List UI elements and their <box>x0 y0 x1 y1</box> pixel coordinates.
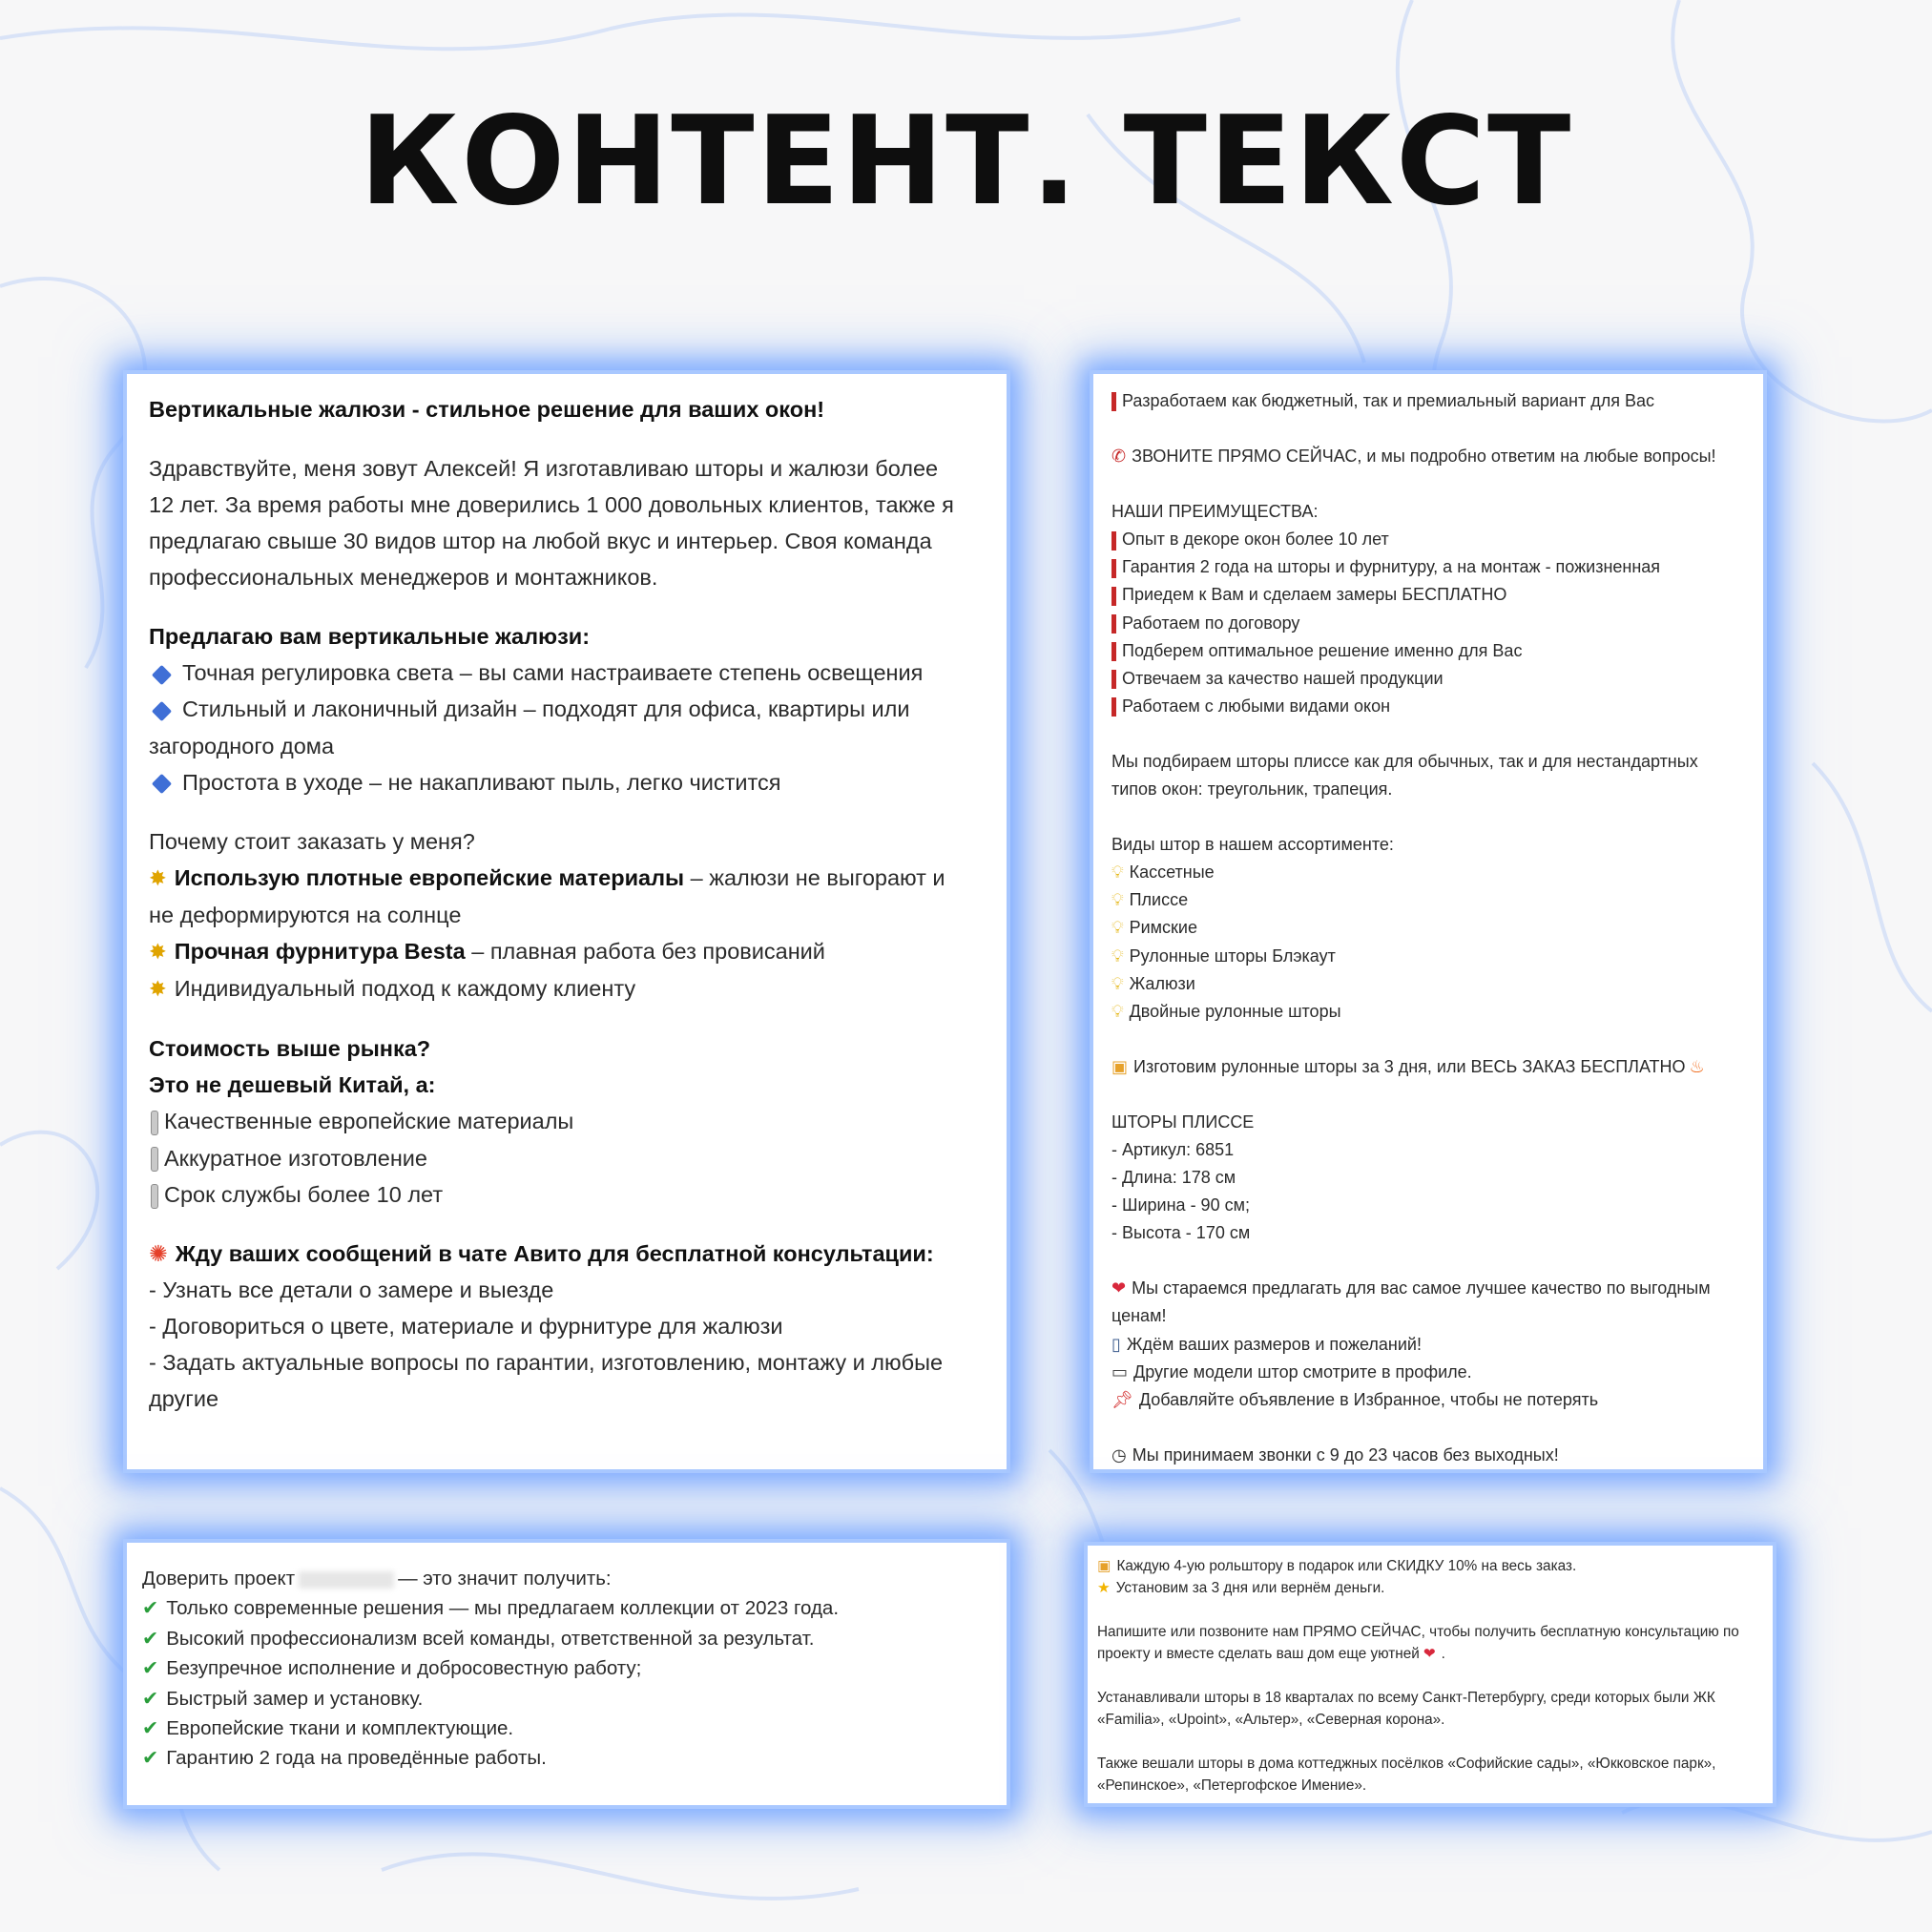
card2-adv-heading: НАШИ ПРЕИМУЩЕСТВА: <box>1111 502 1319 522</box>
sparkle-icon: ✸ <box>149 977 167 1002</box>
card2-plisse-line: Мы подбираем шторы плиссе как для обычных, так и для нестандартных <box>1111 751 1698 771</box>
list-item-bold: Использую плотные европейские материалы <box>174 864 685 890</box>
list-item: - Длина: 178 см <box>1111 1168 1236 1188</box>
line-text: ЗВОНИТЕ ПРЯМО СЕЙЧАС, и мы подробно ответим на любые вопросы! <box>1132 447 1716 467</box>
card2-wait-line: ▯ Ждём ваших размеров и пожеланий! <box>1111 1331 1746 1359</box>
list-item: Гарантия 2 года на шторы и фурнитуру, а на монтаж - пожизненная <box>1111 553 1746 581</box>
lightbulb-icon: 💡︎ <box>1111 945 1124 966</box>
gift-icon: ▣ <box>1111 1056 1129 1076</box>
card1-why-heading: Почему стоит заказать у меня? <box>149 828 475 854</box>
check-mark-icon: ✔ <box>142 1687 159 1710</box>
list-item: Работаем с любыми видами окон <box>1111 693 1746 720</box>
card4-cottage-line: «Репинское», «Петергофское Имение». <box>1097 1777 1367 1794</box>
list-item <box>149 1176 987 1213</box>
listing-text-card-shades <box>1093 374 1763 1469</box>
check-mark-icon: ✔ <box>142 1597 159 1620</box>
star-icon: ★ <box>1097 1580 1111 1596</box>
mobile-phone-icon: ▯ <box>1111 1334 1121 1354</box>
card2-favorite-line: 📌︎ Добавляйте объявление в Избранное, чтобы не потерять <box>1111 1386 1746 1414</box>
red-exclamation-icon <box>1111 697 1116 717</box>
card2-profile-line: ▭ Другие модели штор смотрите в профиле. <box>1111 1359 1746 1386</box>
card1-intro-line: предлагаю свыше 30 видов штор на любой вкус и интерьер. Своя команда <box>149 529 932 554</box>
card1-price-heading: Стоимость выше рынка? <box>149 1036 431 1062</box>
redacted-name <box>299 1571 394 1589</box>
red-exclamation-icon <box>1111 531 1116 551</box>
red-exclamation-icon <box>1111 670 1116 689</box>
check-mark-icon: ✔ <box>142 1657 159 1680</box>
list-item: не деформируются на солнце <box>149 902 462 927</box>
list-item: Подберем оптимальное решение именно для Вас <box>1111 637 1746 665</box>
blue-diamond-icon <box>152 701 172 721</box>
card1-heading: Вертикальные жалюзи - стильное решение для ваших окон! <box>149 397 825 422</box>
laptop-icon: ▭ <box>1111 1361 1129 1381</box>
card1-price-subheading: Это не дешевый Китай, а: <box>149 1072 436 1098</box>
card1-intro-line: профессиональных менеджеров и монтажников. <box>149 565 658 591</box>
list-item: ✔ Европейские ткани и комплектующие. <box>142 1717 514 1740</box>
card4-gift-line: ▣ Каждую 4-ую рольштору в подарок или СКИДКУ 10% на весь заказ. <box>1097 1555 1761 1577</box>
card1-intro-line: 12 лет. За время работы мне доверились 1 000 довольных клиентов, также я <box>149 491 954 517</box>
stopwatch-icon: ◷ <box>1111 1444 1127 1465</box>
list-item-text: Аккуратное изготовление <box>164 1145 427 1171</box>
sparkle-icon: ✸ <box>149 865 167 890</box>
red-exclamation-icon <box>1111 559 1116 578</box>
list-item: 💡︎ Кассетные <box>1111 859 1746 886</box>
exclamation-icon <box>151 1184 158 1209</box>
check-mark-icon: ✔ <box>142 1747 159 1770</box>
list-item-text: – жалюзи не выгорают и <box>684 864 945 890</box>
listing-text-card-blinds <box>127 374 1007 1469</box>
list-item: ✔ Гарантию 2 года на проведённые работы. <box>142 1747 547 1770</box>
list-item: - Ширина - 90 см; <box>1111 1195 1250 1215</box>
list-item <box>149 860 987 897</box>
list-item-text: Качественные европейские материалы <box>164 1109 574 1134</box>
list-item-bold: Прочная фурнитура Besta <box>174 939 466 965</box>
list-item <box>149 764 987 800</box>
list-item: - Договориться о цвете, материале и фурнитуре для жалюзи <box>149 1313 783 1339</box>
check-mark-icon: ✔ <box>142 1717 159 1740</box>
list-item: ✔ Только современные решения — мы предлагаем коллекции от 2023 года. <box>142 1597 840 1620</box>
blue-diamond-icon <box>152 774 172 794</box>
card2-quality-line: ❤ Мы стараемся предлагать для вас самое лучшее качество по выгодным <box>1111 1275 1746 1302</box>
lightbulb-icon: 💡︎ <box>1111 890 1124 910</box>
list-item: Приедем к Вам и сделаем замеры БЕСПЛАТНО <box>1111 581 1746 609</box>
check-mark-icon: ✔ <box>142 1627 159 1650</box>
card2-call-line <box>1111 443 1746 470</box>
list-item: Отвечаем за качество нашей продукции <box>1111 665 1746 693</box>
list-item: - Высота - 170 см <box>1111 1223 1251 1243</box>
card4-call-line: проекту и вместе сделать ваш дом еще уютней ❤ . <box>1097 1643 1761 1665</box>
list-item: другие <box>149 1386 219 1412</box>
listing-text-card-project <box>127 1543 1007 1805</box>
exclamation-icon <box>151 1147 158 1172</box>
list-item <box>149 933 987 970</box>
card4-spb-line: Устанавливали шторы в 18 кварталах по всему Санкт-Петербургу, среди которых были ЖК <box>1097 1690 1715 1706</box>
lightbulb-icon: 💡︎ <box>1111 1001 1124 1021</box>
list-item: - Узнать все детали о замере и выезде <box>149 1277 554 1302</box>
card2-plisse-line: типов окон: треугольник, трапеция. <box>1111 779 1393 800</box>
list-item-text: Срок службы более 10 лет <box>164 1181 444 1207</box>
page-title: КОНТЕНТ. ТЕКСТ <box>359 91 1573 233</box>
list-item <box>149 691 987 727</box>
line-text: Разработаем как бюджетный, так и премиальный вариант для Вас <box>1122 391 1654 410</box>
gift-icon: ▣ <box>1097 1558 1111 1574</box>
heart-icon: ❤ <box>1111 1278 1127 1298</box>
list-item-text: Стильный и лаконичный дизайн – подходят для офиса, квартиры или <box>182 696 910 722</box>
pushpin-icon: 📌︎ <box>1111 1389 1133 1409</box>
list-item: 💡︎ Римские <box>1111 914 1746 942</box>
card1-cta-heading <box>149 1236 987 1272</box>
card3-intro: Доверить проект — это значит получить: <box>142 1568 612 1589</box>
sparkle-icon: ✸ <box>149 940 167 965</box>
red-exclamation-icon <box>1111 614 1116 634</box>
exclamation-icon <box>151 1111 158 1135</box>
card1-intro-line: Здравствуйте, меня зовут Алексей! Я изготавливаю шторы и жалюзи более <box>149 455 939 481</box>
lightbulb-icon: 💡︎ <box>1111 862 1124 883</box>
cta-heading-text: Жду ваших сообщений в чате Авито для бесплатной консультации: <box>175 1240 934 1266</box>
list-item: 💡︎ Рулонные шторы Блэкаут <box>1111 943 1746 970</box>
card2-types-heading: Виды штор в нашем ассортименте: <box>1111 835 1394 855</box>
card2-promo: ▣ Изготовим рулонные шторы за 3 дня, или ВЕСЬ ЗАКАЗ БЕСПЛАТНО ♨ <box>1111 1053 1746 1081</box>
list-item: Работаем по договору <box>1111 610 1746 637</box>
card2-hours-line: ◷ Мы принимаем звонки с 9 до 23 часов без выходных! <box>1111 1442 1746 1469</box>
heart-icon: ❤ <box>1423 1646 1436 1662</box>
list-item <box>149 1103 987 1139</box>
list-item: 💡︎ Двойные рулонные шторы <box>1111 998 1746 1026</box>
list-item: ✔ Быстрый замер и установку. <box>142 1687 424 1710</box>
list-item-text: Простота в уходе – не накапливают пыль, легко чистится <box>182 769 781 795</box>
listing-text-card-promo <box>1088 1546 1773 1803</box>
list-item <box>149 654 987 691</box>
card2-spec-heading: ШТОРЫ ПЛИССЕ <box>1111 1111 1255 1132</box>
collision-icon: ✺ <box>149 1240 168 1266</box>
blue-diamond-icon <box>152 664 172 684</box>
list-item <box>149 1140 987 1176</box>
card4-cottage-line: Также вешали шторы в дома коттеджных посёлков «Софийские сады», «Юкковское парк», <box>1097 1755 1716 1772</box>
card1-offer-heading: Предлагаю вам вертикальные жалюзи: <box>149 624 591 650</box>
list-item: - Задать актуальные вопросы по гарантии, изготовлению, монтажу и любые <box>149 1350 944 1376</box>
card2-line <box>1111 387 1746 415</box>
list-item: - Артикул: 6851 <box>1111 1139 1235 1159</box>
red-exclamation-icon <box>1111 642 1116 661</box>
card2-quality-line: ценам! <box>1111 1306 1167 1326</box>
list-item <box>149 970 987 1008</box>
fire-icon: ♨ <box>1689 1056 1705 1076</box>
list-item-text: – плавная работа без провисаний <box>465 939 825 965</box>
card4-install-line: ★ Установим за 3 дня или вернём деньги. <box>1097 1577 1761 1599</box>
list-item: загородного дома <box>149 733 335 758</box>
list-item: ✔ Высокий профессионализм всей команды, ответственной за результат. <box>142 1627 815 1650</box>
red-exclamation-icon <box>1111 392 1116 411</box>
list-item: Опыт в декоре окон более 10 лет <box>1111 526 1746 553</box>
lightbulb-icon: 💡︎ <box>1111 973 1124 993</box>
list-item-text: Индивидуальный подход к каждому клиенту <box>174 976 636 1002</box>
lightbulb-icon: 💡︎ <box>1111 918 1124 938</box>
list-item: 💡︎ Плиссе <box>1111 886 1746 914</box>
phone-icon: ✆ <box>1111 447 1127 467</box>
list-item: 💡︎ Жалюзи <box>1111 970 1746 998</box>
list-item: ✔ Безупречное исполнение и добросовестную работу; <box>142 1657 642 1680</box>
red-exclamation-icon <box>1111 587 1116 606</box>
card4-call-line: Напишите или позвоните нам ПРЯМО СЕЙЧАС, чтобы получить бесплатную консультацию по <box>1097 1624 1739 1640</box>
list-item-text: Точная регулировка света – вы сами настраиваете степень освещения <box>182 660 924 686</box>
card4-spb-line: «Familia», «Upoint», «Альтер», «Северная корона». <box>1097 1712 1445 1728</box>
